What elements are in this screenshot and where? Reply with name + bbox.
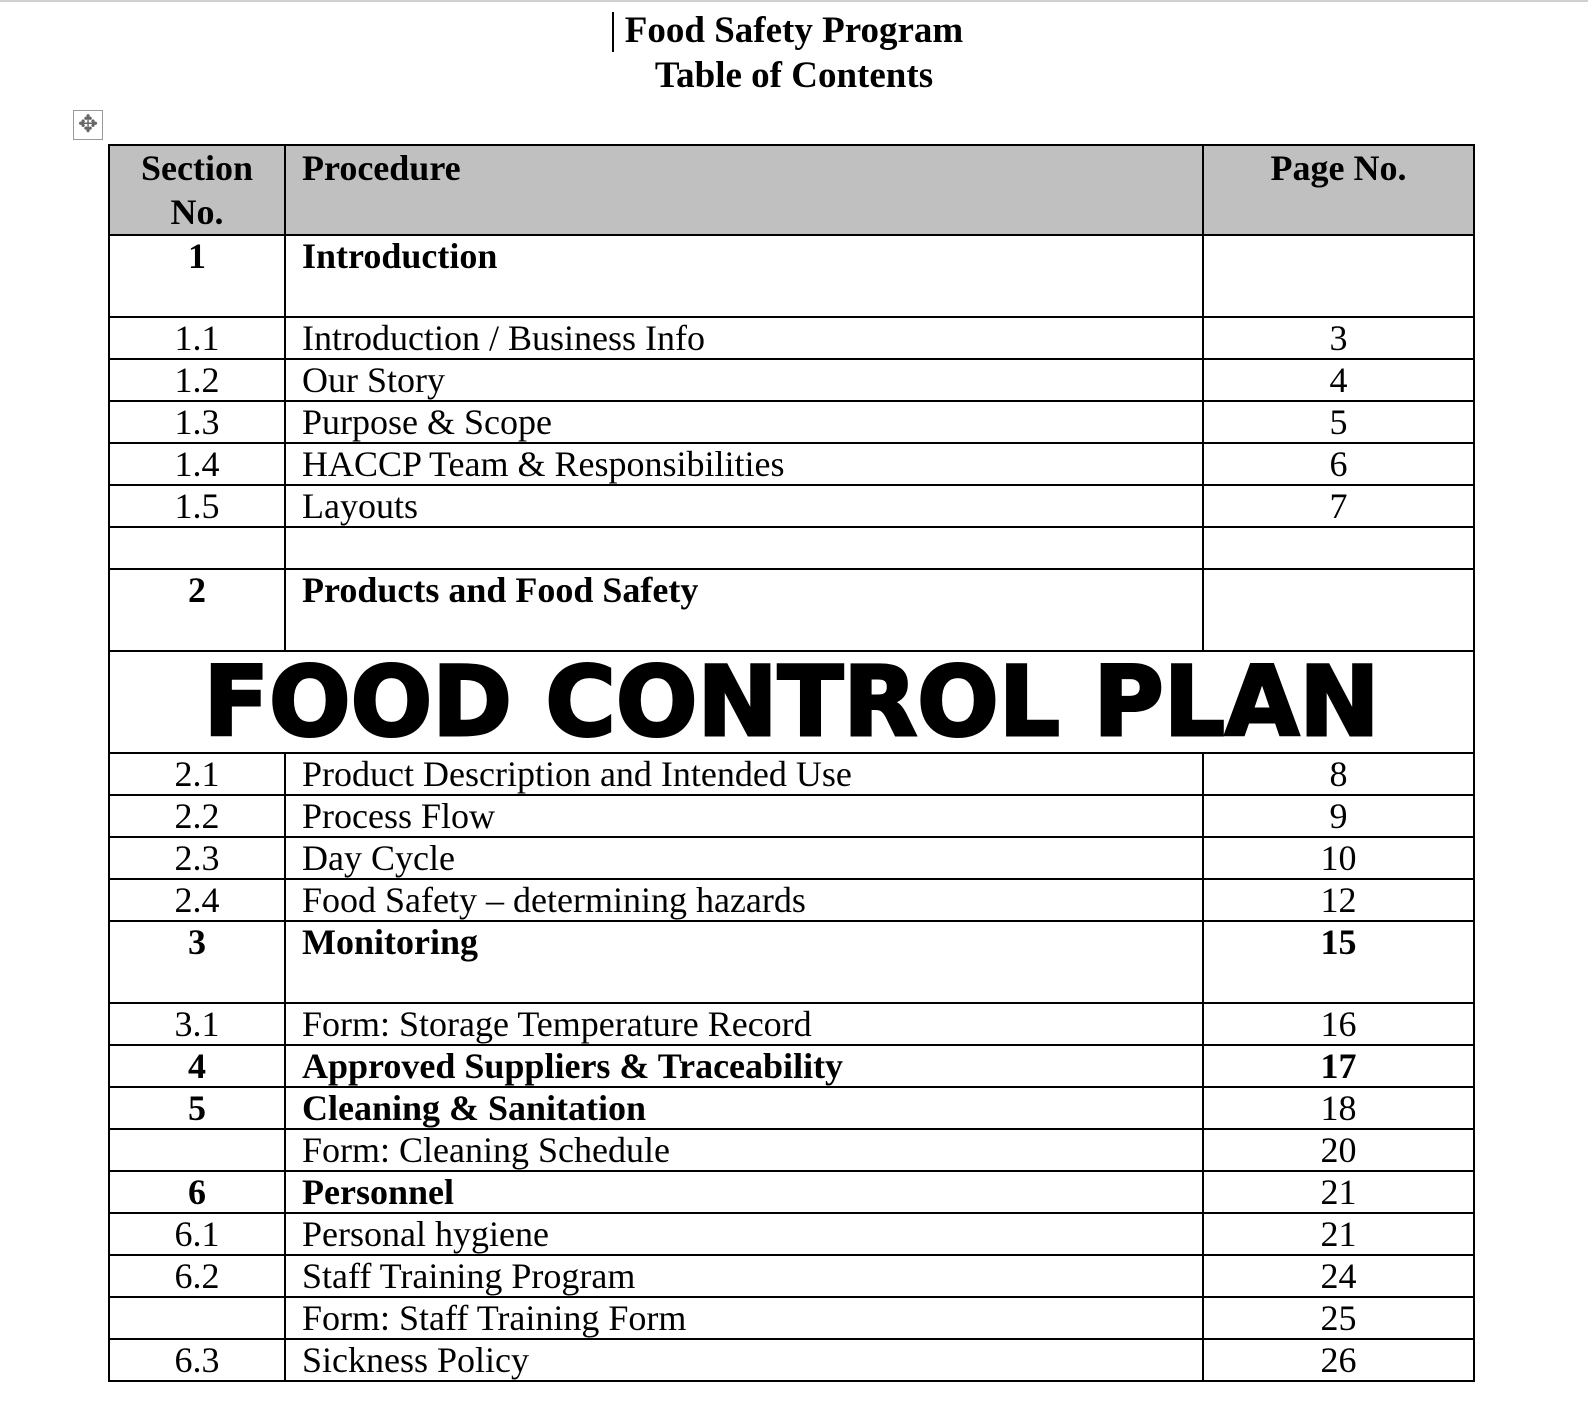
section-cell[interactable]: 1.3 — [109, 401, 285, 443]
page-cell[interactable]: 3 — [1203, 317, 1474, 359]
table-row — [109, 1171, 1474, 1213]
procedure-cell[interactable]: Monitoring — [285, 921, 1203, 1003]
section-cell[interactable]: 1.1 — [109, 317, 285, 359]
table-row — [109, 1087, 1474, 1129]
page-cell[interactable]: 18 — [1203, 1087, 1474, 1129]
page-cell[interactable] — [1203, 527, 1474, 569]
procedure-cell[interactable]: Layouts — [285, 485, 1203, 527]
section-cell[interactable]: 2.3 — [109, 837, 285, 879]
table-row — [109, 837, 1474, 879]
section-cell[interactable]: 2.2 — [109, 795, 285, 837]
page-cell[interactable]: 7 — [1203, 485, 1474, 527]
page-cell[interactable]: 8 — [1203, 753, 1474, 795]
section-cell[interactable] — [109, 1297, 285, 1339]
page-cell[interactable] — [1203, 569, 1474, 651]
section-cell[interactable]: 5 — [109, 1087, 285, 1129]
procedure-cell[interactable]: Introduction / Business Info — [285, 317, 1203, 359]
table-row — [109, 753, 1474, 795]
procedure-cell[interactable]: Personal hygiene — [285, 1213, 1203, 1255]
table-move-handle-icon[interactable]: ✥ — [73, 110, 103, 140]
table-header-row — [109, 145, 1474, 235]
section-cell[interactable]: 1.2 — [109, 359, 285, 401]
text-cursor — [612, 12, 614, 52]
watermark-cell — [109, 646, 1474, 758]
procedure-cell[interactable]: Staff Training Program — [285, 1255, 1203, 1297]
procedure-cell[interactable]: HACCP Team & Responsibilities — [285, 443, 1203, 485]
procedure-cell[interactable]: Introduction — [285, 235, 1203, 317]
page-cell[interactable]: 26 — [1203, 1339, 1474, 1381]
page-cell[interactable] — [1203, 235, 1474, 317]
procedure-cell[interactable]: Products and Food Safety — [285, 569, 1203, 651]
table-row — [109, 1297, 1474, 1339]
section-cell[interactable]: 2.4 — [109, 879, 285, 921]
table-row — [109, 401, 1474, 443]
page-cell[interactable]: 15 — [1203, 921, 1474, 1003]
procedure-cell[interactable]: Cleaning & Sanitation — [285, 1087, 1203, 1129]
document-title: Food Safety Program — [624, 10, 964, 51]
page-cell[interactable]: 20 — [1203, 1129, 1474, 1171]
section-cell[interactable] — [109, 527, 285, 569]
table-row — [109, 1045, 1474, 1087]
table-row — [109, 1213, 1474, 1255]
header-procedure: Procedure — [285, 145, 1203, 235]
section-cell[interactable]: 1.4 — [109, 443, 285, 485]
table-row — [109, 1129, 1474, 1171]
page-cell[interactable]: 6 — [1203, 443, 1474, 485]
procedure-cell[interactable]: Personnel — [285, 1171, 1203, 1213]
table-row — [109, 1003, 1474, 1045]
section-cell[interactable]: 3.1 — [109, 1003, 285, 1045]
page-cell[interactable]: 5 — [1203, 401, 1474, 443]
procedure-cell[interactable]: Form: Storage Temperature Record — [285, 1003, 1203, 1045]
page-cell[interactable]: 25 — [1203, 1297, 1474, 1339]
table-row — [109, 317, 1474, 359]
table-row — [109, 527, 1474, 569]
section-cell[interactable]: 2.1 — [109, 753, 285, 795]
table-row — [109, 795, 1474, 837]
page-cell[interactable]: 21 — [1203, 1171, 1474, 1213]
procedure-cell[interactable]: Day Cycle — [285, 837, 1203, 879]
table-row — [109, 569, 1474, 651]
procedure-cell[interactable]: Process Flow — [285, 795, 1203, 837]
procedure-cell[interactable]: Food Safety – determining hazards — [285, 879, 1203, 921]
page-cell[interactable]: 16 — [1203, 1003, 1474, 1045]
ruler-edge — [0, 0, 1588, 2]
header-section: Section No. — [109, 145, 285, 235]
document-subtitle: Table of Contents — [654, 55, 934, 96]
procedure-cell[interactable]: Form: Cleaning Schedule — [285, 1129, 1203, 1171]
section-cell[interactable]: 1 — [109, 235, 285, 317]
page-cell[interactable]: 21 — [1203, 1213, 1474, 1255]
table-row — [109, 485, 1474, 527]
page-cell[interactable]: 12 — [1203, 879, 1474, 921]
section-cell[interactable]: 3 — [109, 921, 285, 1003]
page-cell[interactable]: 10 — [1203, 837, 1474, 879]
procedure-cell[interactable]: Purpose & Scope — [285, 401, 1203, 443]
section-cell[interactable]: 1.5 — [109, 485, 285, 527]
table-row — [109, 1339, 1474, 1381]
procedure-cell[interactable]: Sickness Policy — [285, 1339, 1203, 1381]
table-row — [109, 879, 1474, 921]
section-cell[interactable]: 4 — [109, 1045, 285, 1087]
section-cell[interactable]: 2 — [109, 569, 285, 651]
page-cell[interactable]: 24 — [1203, 1255, 1474, 1297]
page-cell[interactable]: 9 — [1203, 795, 1474, 837]
procedure-cell[interactable] — [285, 527, 1203, 569]
table-row — [109, 921, 1474, 1003]
section-cell[interactable] — [109, 1129, 285, 1171]
procedure-cell[interactable]: Approved Suppliers & Traceability — [285, 1045, 1203, 1087]
table-row — [109, 443, 1474, 485]
section-cell[interactable]: 6.2 — [109, 1255, 285, 1297]
section-cell[interactable]: 6 — [109, 1171, 285, 1213]
header-page: Page No. — [1203, 145, 1474, 235]
watermark-row — [109, 651, 1474, 753]
table-row — [109, 1255, 1474, 1297]
toc-table — [108, 144, 1475, 1382]
table-row — [109, 359, 1474, 401]
procedure-cell[interactable]: Product Description and Intended Use — [285, 753, 1203, 795]
section-cell[interactable]: 6.3 — [109, 1339, 285, 1381]
page-cell[interactable]: 17 — [1203, 1045, 1474, 1087]
page-cell[interactable]: 4 — [1203, 359, 1474, 401]
table-row — [109, 235, 1474, 317]
procedure-cell[interactable]: Our Story — [285, 359, 1203, 401]
procedure-cell[interactable]: Form: Staff Training Form — [285, 1297, 1203, 1339]
section-cell[interactable]: 6.1 — [109, 1213, 285, 1255]
watermark-overlay: FOOD CONTROL PLAN — [203, 646, 1380, 758]
